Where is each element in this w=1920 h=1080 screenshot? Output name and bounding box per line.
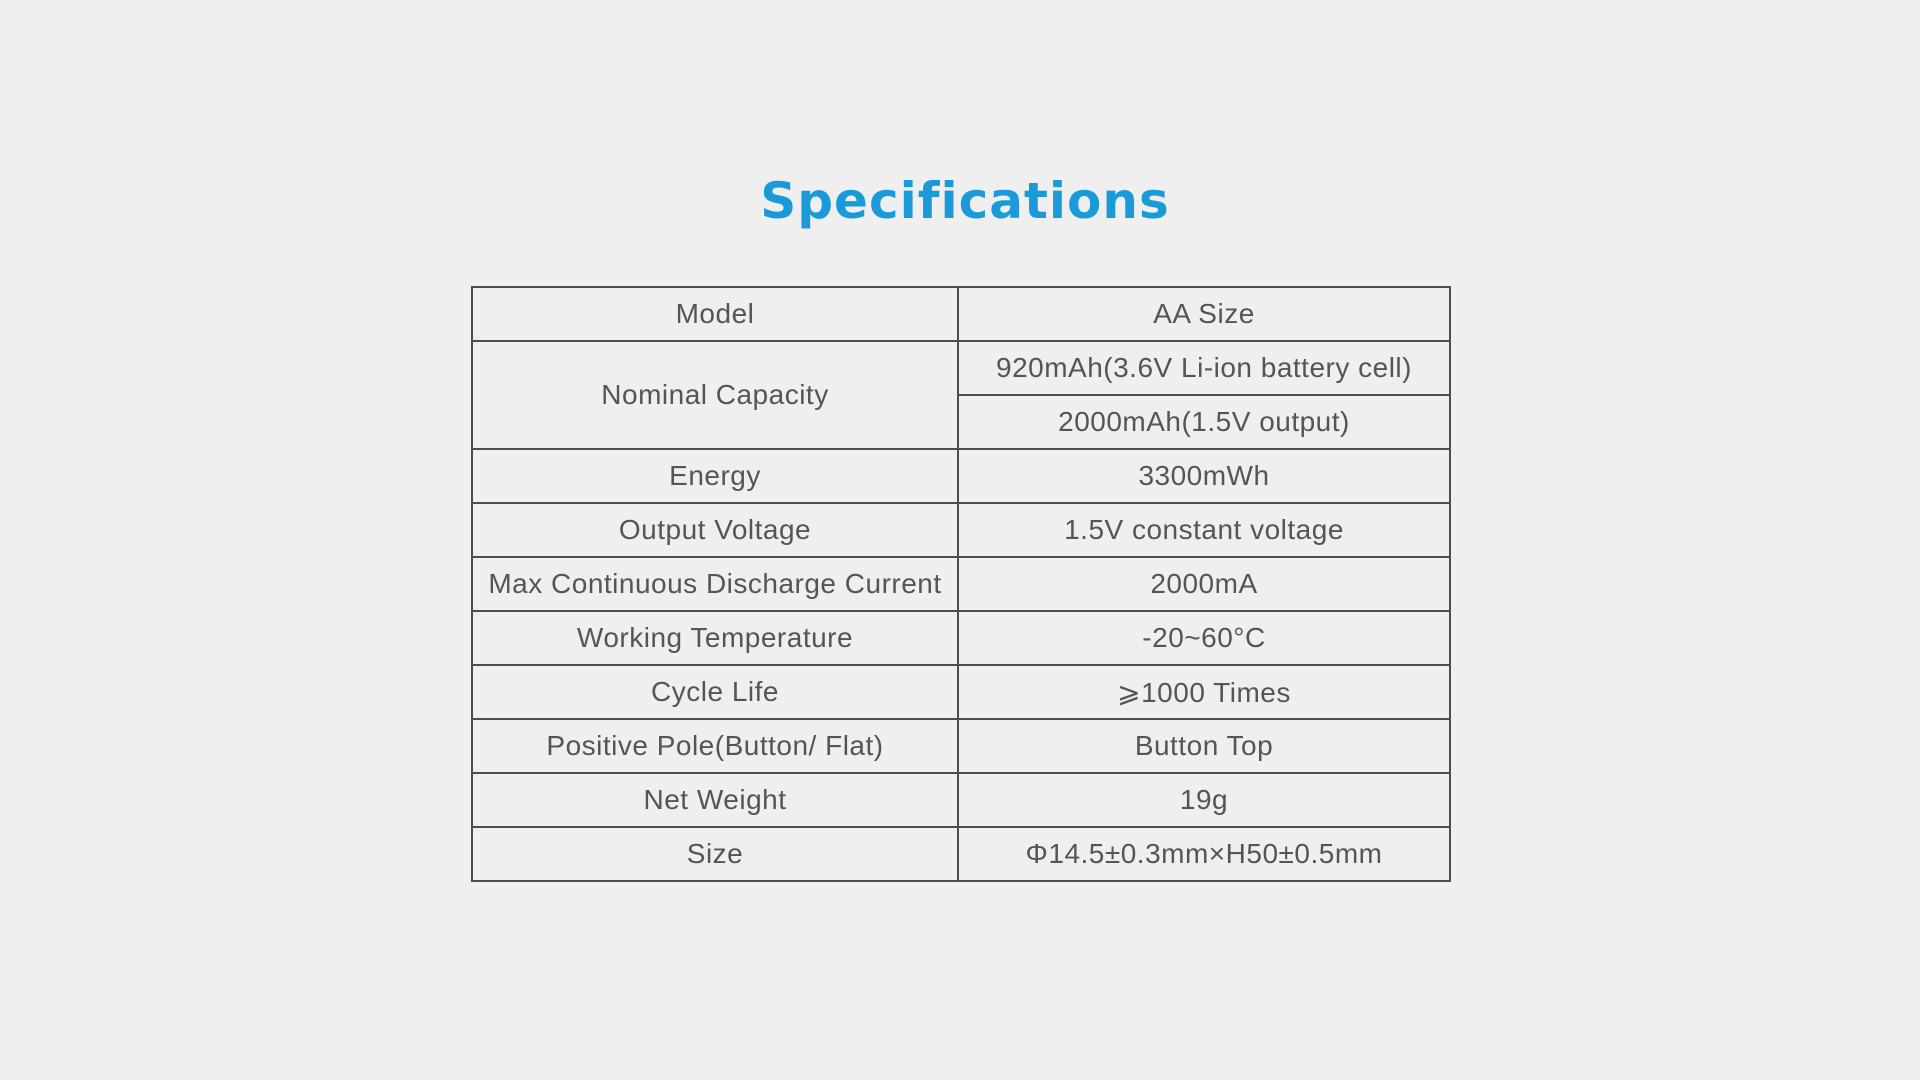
spec-label-model: Model bbox=[472, 287, 958, 341]
spec-label-discharge-current: Max Continuous Discharge Current bbox=[472, 557, 958, 611]
spec-label-cycle-life: Cycle Life bbox=[472, 665, 958, 719]
spec-value-net-weight: 19g bbox=[958, 773, 1450, 827]
spec-value-output-voltage: 1.5V constant voltage bbox=[958, 503, 1450, 557]
spec-label-output-voltage: Output Voltage bbox=[472, 503, 958, 557]
spec-label-working-temperature: Working Temperature bbox=[472, 611, 958, 665]
spec-label-size: Size bbox=[472, 827, 958, 881]
spec-value-positive-pole: Button Top bbox=[958, 719, 1450, 773]
table-row bbox=[472, 557, 1450, 611]
table-row bbox=[472, 719, 1450, 773]
spec-label-net-weight: Net Weight bbox=[472, 773, 958, 827]
spec-label-nominal-capacity: Nominal Capacity bbox=[472, 341, 958, 449]
table-row bbox=[472, 503, 1450, 557]
spec-value-model: AA Size bbox=[958, 287, 1450, 341]
spec-value-cycle-life: ⩾1000 Times bbox=[958, 665, 1450, 719]
table-row bbox=[472, 341, 1450, 395]
spec-label-energy: Energy bbox=[472, 449, 958, 503]
spec-value-energy: 3300mWh bbox=[958, 449, 1450, 503]
table-row bbox=[472, 287, 1450, 341]
spec-value-capacity-output: 2000mAh(1.5V output) bbox=[958, 395, 1450, 449]
table-row bbox=[472, 827, 1450, 881]
spec-label-positive-pole: Positive Pole(Button/ Flat) bbox=[472, 719, 958, 773]
spec-value-size: Φ14.5±0.3mm×H50±0.5mm bbox=[958, 827, 1450, 881]
spec-value-working-temperature: -20~60°C bbox=[958, 611, 1450, 665]
table-row bbox=[472, 773, 1450, 827]
table-row bbox=[472, 611, 1450, 665]
table-row bbox=[472, 449, 1450, 503]
specifications-table bbox=[471, 286, 1451, 882]
page-title: Specifications bbox=[760, 172, 1170, 230]
table-row bbox=[472, 665, 1450, 719]
spec-value-capacity-cell: 920mAh(3.6V Li-ion battery cell) bbox=[958, 341, 1450, 395]
spec-value-discharge-current: 2000mA bbox=[958, 557, 1450, 611]
